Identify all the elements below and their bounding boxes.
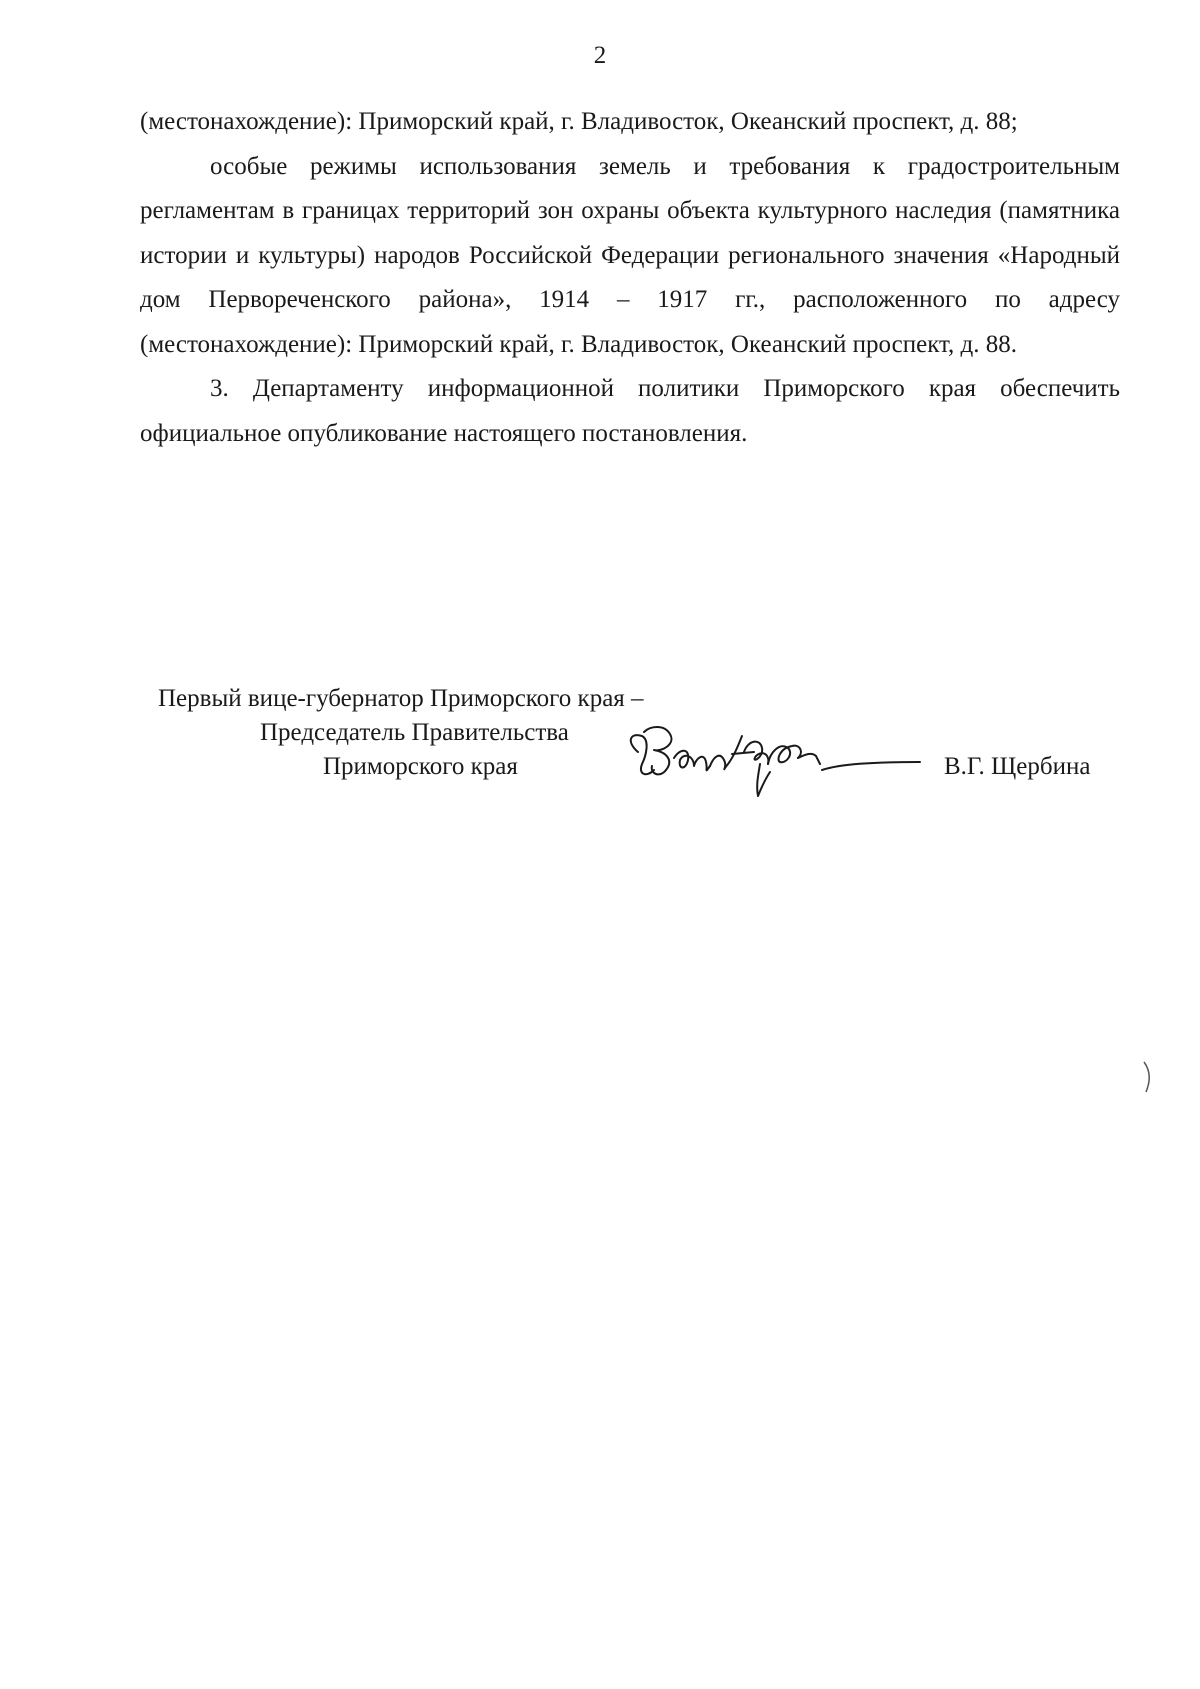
signatory-title-line-2: Председатель Правительства <box>260 719 569 746</box>
signatory-title-line-1: Первый вице-губернатор Приморского края – <box>158 685 644 712</box>
page-number: 2 <box>593 42 607 69</box>
paragraph-special-regimes: особые режимы использования земель и требования к градостроительным регламентам в границах территорий зон охраны объекта культурного наследия (памятника истории и культуры) народов Российской Федерации регионального значения «Народный дом Первореченского района», 1914 – 1917 гг., расположенного по адресу (местонахождение): Приморский край, г. Владивосток, Океанский проспект, д. 88. <box>140 152 1120 358</box>
signer-name: В.Г. Щербина <box>944 753 1091 780</box>
signatory-title-line-3: Приморского края <box>323 753 518 780</box>
handwritten-signature <box>620 712 940 832</box>
document-body <box>140 100 1120 456</box>
paragraph-publication-order: 3. Департаменту информационной политики Приморского края обеспечить официальное опубликование настоящего постановления. <box>140 375 1120 447</box>
scan-edge-mark <box>1142 1060 1154 1094</box>
signatory-title <box>158 682 644 784</box>
paragraph-address-continuation: (местонахождение): Приморский край, г. Владивосток, Океанский проспект, д. 88; <box>140 108 1018 135</box>
